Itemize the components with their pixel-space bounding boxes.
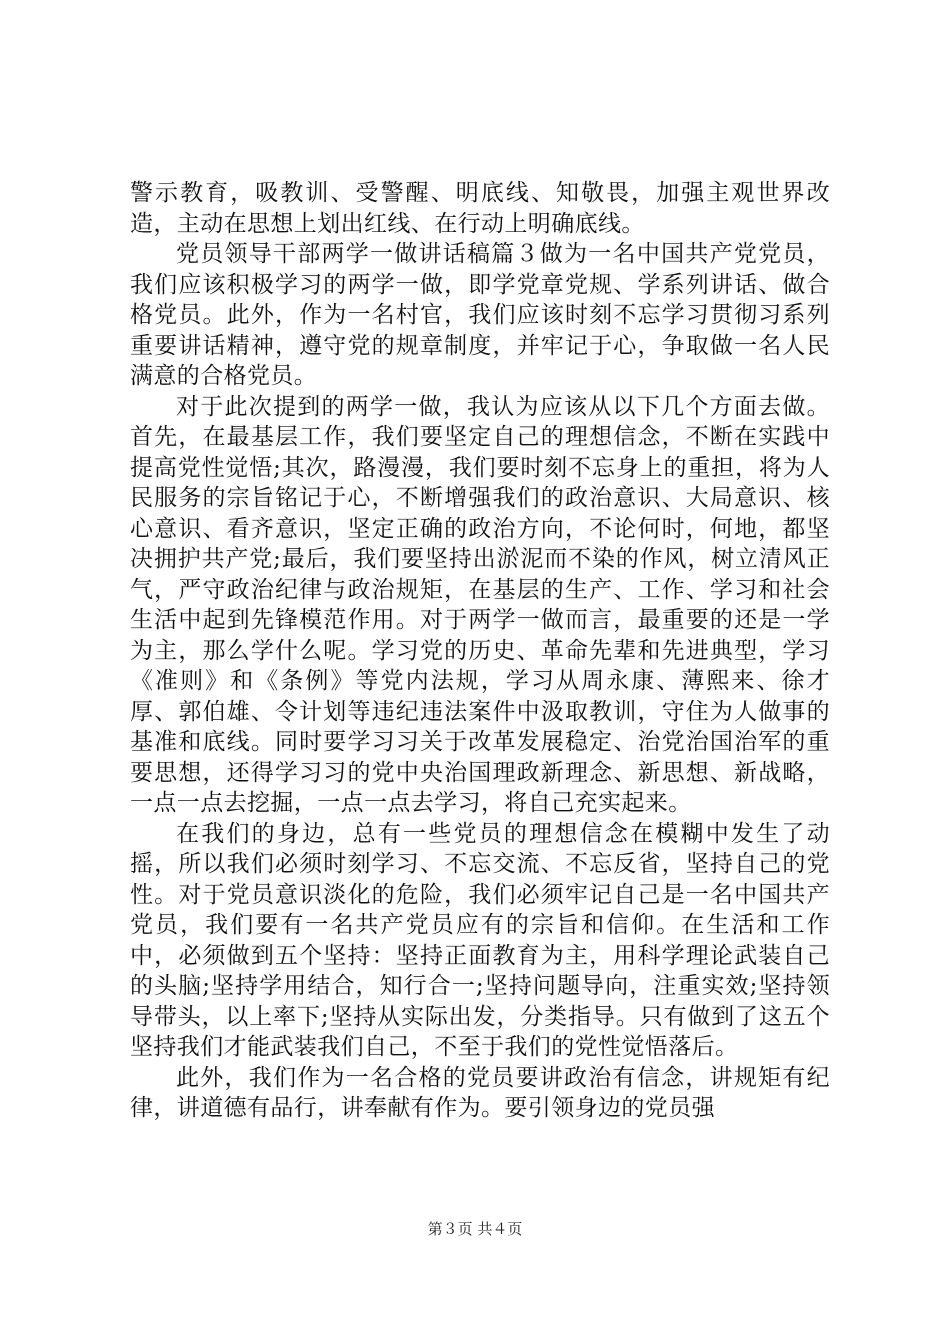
paragraph: 此外，我们作为一名合格的党员要讲政治有信念，讲规矩有纪律，讲道德有品行，讲奉献有作为。要引领身边的党员强: [130, 1064, 830, 1121]
page-number-footer: 第３页 共４页: [427, 1220, 523, 1238]
paragraph: 在我们的身边，总有一些党员的理想信念在模糊中发生了动摇，所以我们必须时刻学习、不忘交流、不忘反省，坚持自己的党性。对于党员意识淡化的危险，我们必须牢记自己是一名中国共产党员，我们要有一名共产党员应有的宗旨和信仰。在生活和工作中，必须做到五个坚持：坚持正面教育为主，用科学理论武装自己的头脑;坚持学用结合，知行合一;坚持问题导向，注重实效;坚持领导带头，以上率下;坚持从实际出发，分类指导。只有做到了这五个坚持我们才能武装我们自己，不至于我们的党性觉悟落后。: [130, 820, 830, 1060]
paragraph: 党员领导干部两学一做讲话稿篇３做为一名中国共产党党员，我们应该积极学习的两学一做，即学党章党规、学系列讲话、做合格党员。此外，作为一名村官，我们应该时刻不忘学习贯彻习系列重要讲话精神，遵守党的规章制度，并牢记于心，争取做一名人民满意的合格党员。: [130, 241, 830, 389]
paragraph: 对于此次提到的两学一做，我认为应该从以下几个方面去做。首先，在最基层工作，我们要坚定自己的理想信念，不断在实践中提高党性觉悟;其次，路漫漫，我们要时刻不忘身上的重担，将为人民服务的宗旨铭记于心，不断增强我们的政治意识、大局意识、核心意识、看齐意识，坚定正确的政治方向，不论何时，何地，都坚决拥护共产党;最后，我们要坚持出淤泥而不染的作风，树立清风正气，严守政治纪律与政治规矩，在基层的生产、工作、学习和社会生活中起到先锋模范作用。对于两学一做而言，最重要的还是一学为主，那么学什么呢。学习党的历史、革命先辈和先进典型，学习《准则》和《条例》等党内法规，学习从周永康、薄熙来、徐才厚、郭伯雄、令计划等违纪违法案件中汲取教训，守住为人做事的基准和底线。同时要学习习关于改革发展稳定、治党治国治军的重要思想，还得学习习的党中央治国理政新理念、新思想、新战略，一点一点去挖掘，一点一点去学习，将自己充实起来。: [130, 393, 830, 816]
document-body: [130, 178, 830, 1124]
paragraph: 警示教育，吸教训、受警醒、明底线、知敬畏，加强主观世界改造，主动在思想上划出红线、在行动上明确底线。: [130, 180, 830, 237]
